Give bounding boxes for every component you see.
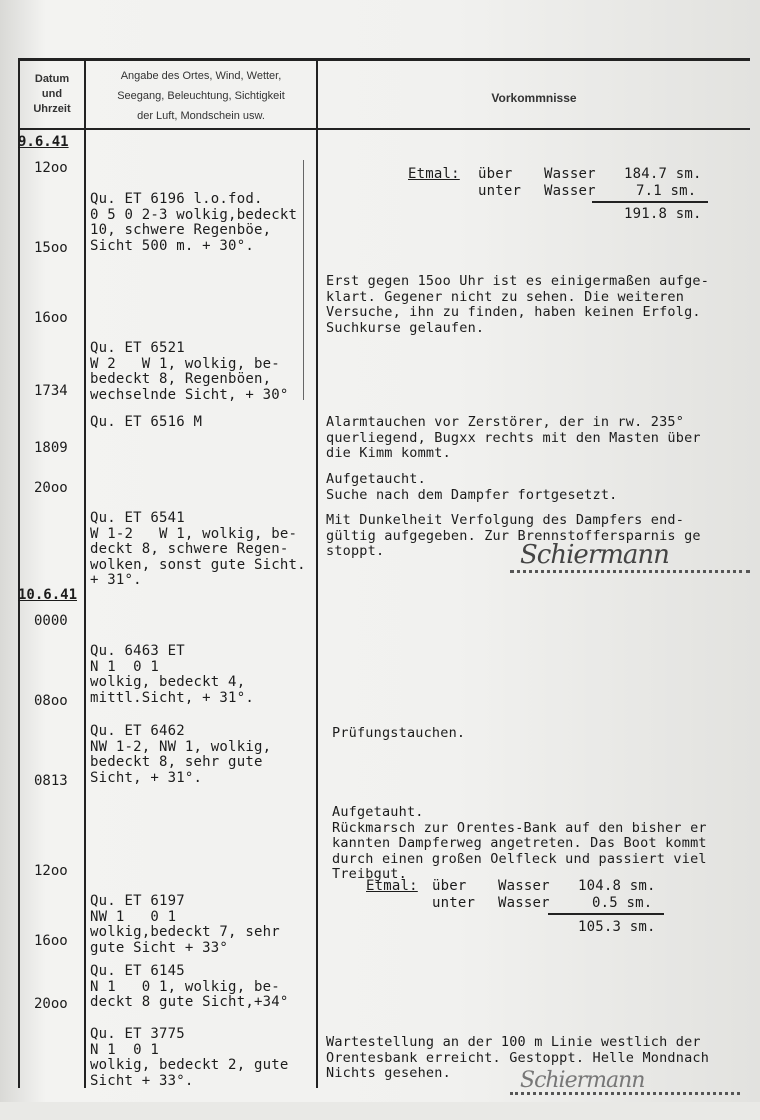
place-weather-entry: Qu. ET 3775 N 1 0 1 wolkig, bedeckt 2, gute Sicht + 33°. xyxy=(90,1026,289,1089)
place-weather-entry: Qu. ET 6145 N 1 0 1, wolkig, be- deckt 8 gute Sicht,+34° xyxy=(90,963,289,1010)
event-entry: Mit Dunkelheit Verfolgung des Dampfers end- gültig aufgegeben. Zur Brennstoffersparnis ge stoppt. xyxy=(326,512,701,559)
pencil-line xyxy=(303,160,304,400)
header-bottom-rule xyxy=(18,128,750,130)
etmal-row: Wasser xyxy=(544,166,596,182)
time-entry: 15oo xyxy=(34,240,68,256)
header-location-column: Angabe des Ortes, Wind, Wetter, Seegang, Beleuchtung, Sichtigkeit der Luft, Mondschein usw. xyxy=(117,70,285,122)
date-9-6-41: 9.6.41 xyxy=(18,134,69,150)
signature-dots xyxy=(510,570,750,573)
time-entry: 08oo xyxy=(34,693,68,709)
col-divider-1 xyxy=(84,58,86,1088)
etmal-row: unter xyxy=(478,183,522,199)
etmal-row: Wasser xyxy=(498,878,550,894)
etmal-row: Wasser xyxy=(498,895,550,911)
event-entry: Alarmtauchen vor Zerstörer, der in rw. 235° querliegend, Bugxx rechts mit den Masten über die Kimm kommt. xyxy=(326,414,701,461)
etmal-row: über xyxy=(432,878,467,894)
event-entry: Aufgetaucht. Suche nach dem Dampfer fortgesetzt. xyxy=(326,471,618,503)
etmal-label: Etmal: xyxy=(408,166,460,182)
time-entry: 16oo xyxy=(34,933,68,949)
time-entry: 20oo xyxy=(34,480,68,496)
place-weather-entry: Qu. ET 6462 NW 1-2, NW 1, wolkig, bedeckt 8, sehr gute Sicht, + 31°. xyxy=(90,723,272,786)
time-entry: 0813 xyxy=(34,773,68,789)
time-entry: 1809 xyxy=(34,440,68,456)
sum-line xyxy=(548,913,664,915)
time-entry: 1734 xyxy=(34,383,68,399)
etmal-value: 7.1 sm. xyxy=(636,183,697,199)
etmal-value: 184.7 sm. xyxy=(624,166,702,182)
place-weather-entry: Qu. ET 6197 NW 1 0 1 wolkig,bedeckt 7, sehr gute Sicht + 33° xyxy=(90,893,280,956)
header-events-column: Vorkommnisse xyxy=(491,91,577,105)
signature: Schiermann xyxy=(520,540,669,570)
time-entry: 12oo xyxy=(34,160,68,176)
place-weather-entry: Qu. ET 6516 M xyxy=(90,414,203,430)
left-border xyxy=(18,58,20,1088)
place-weather-entry: Qu. ET 6196 l.o.fod. 0 5 0 2-3 wolkig,bedeckt 10, schwere Regenböe, Sicht 500 m. + 30°. xyxy=(90,191,298,254)
event-entry: Wartestellung an der 100 m Linie westlich der Orentesbank erreicht. Gestoppt. Helle Mondnach Nichts gesehen. xyxy=(326,1034,710,1081)
event-entry: Prüfungstauchen. xyxy=(332,725,466,741)
sum-line xyxy=(592,201,708,203)
date-10-6-41: 10.6.41 xyxy=(18,587,78,603)
etmal-row: Wasser xyxy=(544,183,596,199)
etmal-total: 191.8 sm. xyxy=(624,206,702,222)
signature: Schiermann xyxy=(520,1068,645,1093)
time-entry: 0000 xyxy=(34,613,68,629)
etmal-total: 105.3 sm. xyxy=(578,919,656,935)
event-entry: Aufgetauht. Rückmarsch zur Orentes-Bank auf den bisher er kannten Dampferweg angetreten. Das Boot kommt durch einen großen Oelfleck und passiert viel Treibgut. xyxy=(332,804,707,882)
place-weather-entry: Qu. ET 6541 W 1-2 W 1, wolkig, be- deckt 8, schwere Regen- wolken, sonst gute Sicht. + 31°. xyxy=(90,510,306,588)
time-entry: 16oo xyxy=(34,310,68,326)
time-entry: 12oo xyxy=(34,863,68,879)
etmal-row: unter xyxy=(432,895,476,911)
etmal-value: 104.8 sm. xyxy=(578,878,656,894)
etmal-row: über xyxy=(478,166,513,182)
etmal-label: Etmal: xyxy=(366,878,418,894)
event-entry: Erst gegen 15oo Uhr ist es einigermaßen aufge- klart. Gegener nicht zu sehen. Die weiteren Versuche, ihn zu finden, haben keinen Erfolg. Suchkurse gelaufen. xyxy=(326,273,710,336)
place-weather-entry: Qu. 6463 ET N 1 0 1 wolkig, bedeckt 4, mittl.Sicht, + 31°. xyxy=(90,643,254,706)
place-weather-entry: Qu. ET 6521 W 2 W 1, wolkig, be- bedeckt 8, Regenböen, wechselnde Sicht, + 30° xyxy=(90,340,289,403)
header-date-column: Datum und Uhrzeit xyxy=(33,73,71,115)
time-entry: 20oo xyxy=(34,996,68,1012)
etmal-value: 0.5 sm. xyxy=(592,895,653,911)
top-border xyxy=(18,58,750,61)
col-divider-2 xyxy=(316,58,318,1088)
signature-dots xyxy=(510,1092,740,1095)
